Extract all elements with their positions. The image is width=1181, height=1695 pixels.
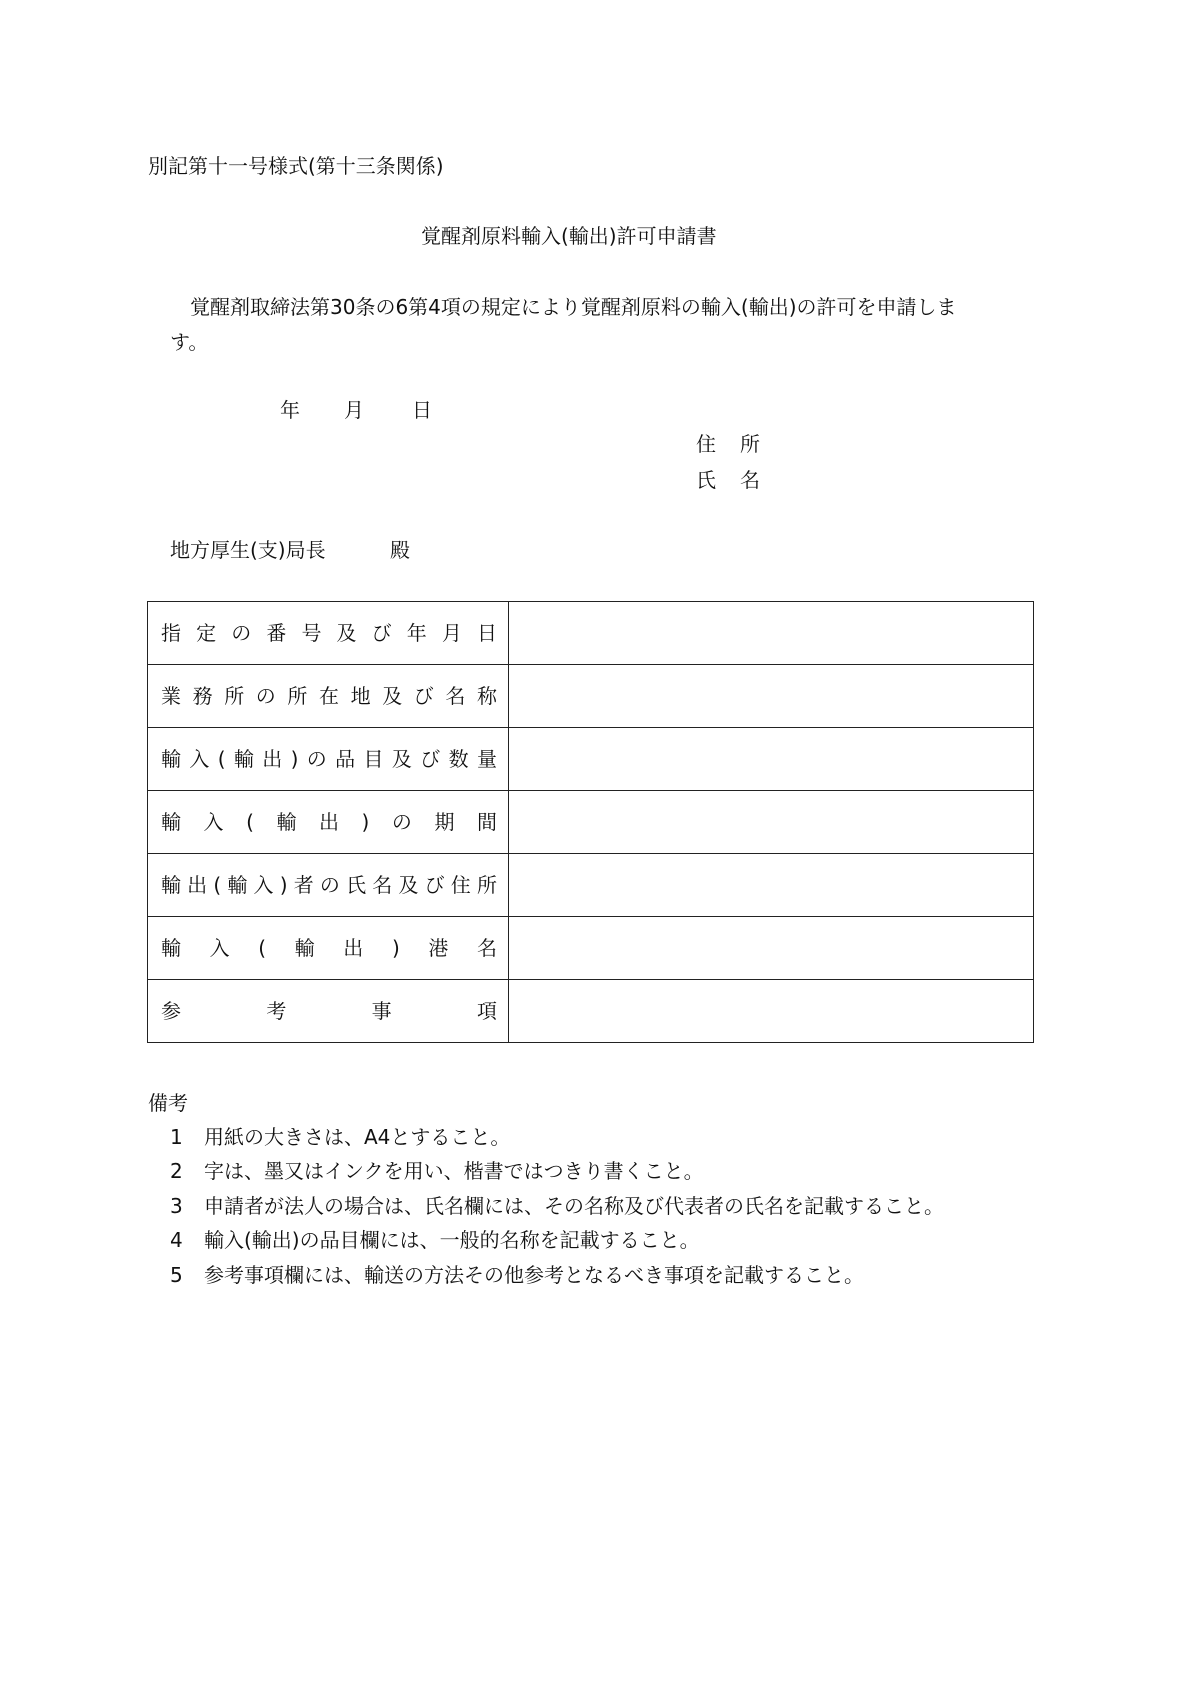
row-label-counterparty: 輸出(輸入)者の氏名及び住所	[148, 854, 509, 917]
addressee-honorific: 殿	[390, 538, 410, 562]
row-label-items-quantity: 輸入(輸出)の品目及び数量	[148, 728, 509, 791]
form-reference: 別記第十一号様式(第十三条関係)	[148, 154, 444, 178]
note-item	[170, 1265, 864, 1285]
table-row	[148, 980, 1034, 1043]
row-label-port: 輸入(輸出)港名	[148, 917, 509, 980]
row-label-office: 業務所の所在地及び名称	[148, 665, 509, 728]
name-label: 氏名	[696, 468, 760, 492]
body-text-line-2: す。	[170, 330, 209, 354]
row-label-designation: 指定の番号及び年月日	[148, 602, 509, 665]
address-label: 住所	[696, 432, 760, 456]
note-item	[170, 1127, 510, 1147]
note-text: 申請者が法人の場合は、氏名欄には、その名称及び代表者の氏名を記載すること。	[204, 1194, 944, 1218]
note-number: 2	[170, 1159, 183, 1183]
table-row	[148, 917, 1034, 980]
row-value-period[interactable]	[509, 791, 1034, 854]
note-text: 輸入(輸出)の品目欄には、一般的名称を記載すること。	[204, 1228, 700, 1252]
note-number: 3	[170, 1194, 183, 1218]
row-value-counterparty[interactable]	[509, 854, 1034, 917]
note-item	[170, 1230, 700, 1250]
note-item	[170, 1196, 944, 1216]
addressee: 地方厚生(支)局長	[170, 538, 326, 562]
row-value-designation[interactable]	[509, 602, 1034, 665]
table-row	[148, 665, 1034, 728]
document-title: 覚醒剤原料輸入(輸出)許可申請書	[421, 224, 717, 248]
row-value-reference[interactable]	[509, 980, 1034, 1043]
note-text: 字は、墨又はインクを用い、楷書ではつきり書くこと。	[204, 1159, 704, 1183]
note-item	[170, 1161, 704, 1181]
table-row	[148, 602, 1034, 665]
notes-title: 備考	[148, 1091, 188, 1115]
date-year-label: 年	[280, 398, 300, 422]
row-value-items-quantity[interactable]	[509, 728, 1034, 791]
date-month-label: 月	[344, 398, 364, 422]
note-number: 4	[170, 1228, 183, 1252]
date-day-label: 日	[412, 398, 432, 422]
application-form-table	[147, 601, 1034, 1043]
row-label-reference: 参考事項	[148, 980, 509, 1043]
table-row	[148, 728, 1034, 791]
table-row	[148, 791, 1034, 854]
body-text-line-1: 覚醒剤取締法第30条の6第4項の規定により覚醒剤原料の輸入(輸出)の許可を申請しま	[190, 295, 957, 319]
row-value-port[interactable]	[509, 917, 1034, 980]
note-number: 1	[170, 1125, 183, 1149]
note-text: 用紙の大きさは、A4とすること。	[204, 1125, 511, 1149]
row-label-period: 輸入(輸出)の期間	[148, 791, 509, 854]
table-row	[148, 854, 1034, 917]
note-number: 5	[170, 1263, 183, 1287]
row-value-office[interactable]	[509, 665, 1034, 728]
note-text: 参考事項欄には、輸送の方法その他参考となるべき事項を記載すること。	[204, 1263, 864, 1287]
